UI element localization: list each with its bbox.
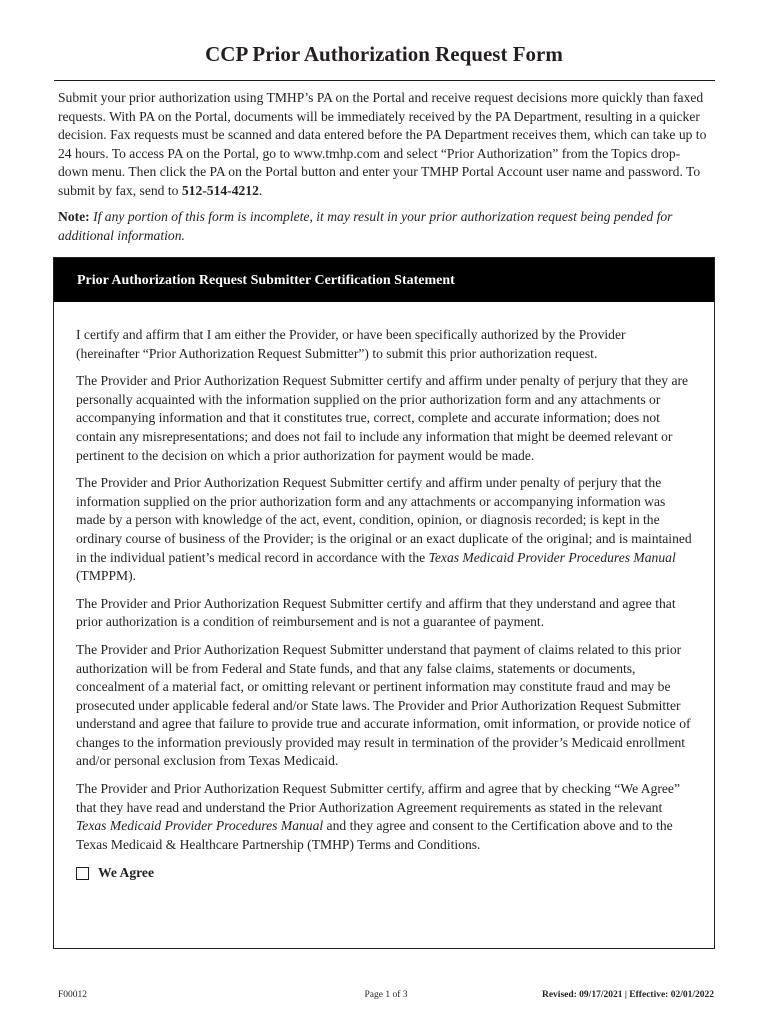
certification-section xyxy=(53,257,715,949)
certification-paragraph-6 xyxy=(76,780,692,854)
manual-title: Texas Medicaid Provider Procedures Manual xyxy=(76,818,324,834)
note-label: Note: xyxy=(58,209,90,224)
note-text: If any portion of this form is incomplete, it may result in your prior authorization request being pended for additional information. xyxy=(58,209,673,243)
we-agree-checkbox[interactable] xyxy=(76,867,89,880)
form-title: CCP Prior Authorization Request Form xyxy=(205,42,563,66)
intro-end: . xyxy=(258,182,263,198)
page-footer xyxy=(58,988,714,1002)
note-paragraph xyxy=(58,208,710,245)
fax-number: 512-514-4212 xyxy=(181,182,259,198)
certification-paragraph-2: The Provider and Prior Authorization Request Submitter certify and affirm under penalty of perjury that they are personally acquainted with the information supplied on the prior authorization form and any attachments or accompanying information and that it constitutes true, correct, complete and accurate information; does not contain any misrepresentations; and does not fail to include any information that might be deemed relevant or pertinent to the decision on which a prior authorization for payment would be made. xyxy=(76,373,689,463)
revision-dates: Revised: 09/17/2021 | Effective: 02/01/2022 xyxy=(541,990,714,1000)
paragraph-6-text: The Provider and Prior Authorization Request Submitter certify, affirm and agree that by checking “We Agree” that they have read and understand the Prior Authorization Agreement requirements as stated in the relevant xyxy=(76,781,681,815)
paragraph-3-text: The Provider and Prior Authorization Request Submitter certify and affirm under penalty of perjury that the information supplied on the prior authorization form and any attachments or accompanying information was made by a person with knowledge of the act, event, condition, opinion, or diagnosis recorded; is kept in the ordinary course of business of the Provider; is the original or an exact duplicate of the original; and is maintained in the individual patient’s medical record in accordance with the xyxy=(76,475,692,565)
manual-title: Texas Medicaid Provider Procedures Manual xyxy=(428,549,676,565)
intro-paragraph xyxy=(58,89,710,201)
intro-text: Submit your prior authorization using TMHP’s PA on the Portal and receive request decisions more quickly than faxed requests. With PA on the Portal, documents will be immediately received by the PA Department, resulting in a quicker decision. Fax requests must be scanned and data entered before the PA Department receives them, which can take up to 24 hours. To access PA on the Portal, go to www.tmhp.com and select “Prior Authorization” from the Topics drop-down menu. Then click the PA on the Portal button and enter your TMHP Portal Account user name and password. To submit by fax, send to xyxy=(58,90,707,198)
certification-paragraph-1: I certify and affirm that I am either the Provider, or have been specifically authorized by the Provider (hereinafter “Prior Authorization Request Submitter”) to submit this prior authorization request. xyxy=(76,327,626,361)
page-number: Page 1 of 3 xyxy=(364,990,408,1000)
certification-paragraph-4: The Provider and Prior Authorization Request Submitter certify and affirm that they understand and agree that prior authorization is a condition of reimbursement and is not a guarantee of payment. xyxy=(76,595,676,630)
we-agree-label: We Agree xyxy=(98,865,154,881)
certification-paragraph-5: The Provider and Prior Authorization Request Submitter understand that payment of claims related to this prior authorization will be from Federal and State funds, and that any false claims, statements or documents, concealment of a material fact, or omitting relevant or pertinent information may constitute fraud and may be prosecuted under applicable federal and/or State laws. The Provider and Prior Authorization Request Submitter understand and agree that failure to provide true and accurate information, omit information, or provide notice of changes to the information previously provided may result in termination of the provider’s Medicaid enrollment and/or personal exclusion from Texas Medicaid. xyxy=(76,641,691,769)
certification-body xyxy=(54,302,714,883)
we-agree-row xyxy=(76,864,692,883)
title-divider xyxy=(54,80,715,81)
paragraph-3-end: (TMPPM). xyxy=(76,568,137,584)
certification-paragraph-3 xyxy=(76,474,692,586)
certification-heading: Prior Authorization Request Submitter Certification Statement xyxy=(54,258,714,302)
paragraph-6-end: and they agree and consent to the Certification above and to the Texas Medicaid & Healthcare Partnership (TMHP) Terms and Conditions. xyxy=(76,818,673,852)
form-id: F00012 xyxy=(58,990,88,1000)
